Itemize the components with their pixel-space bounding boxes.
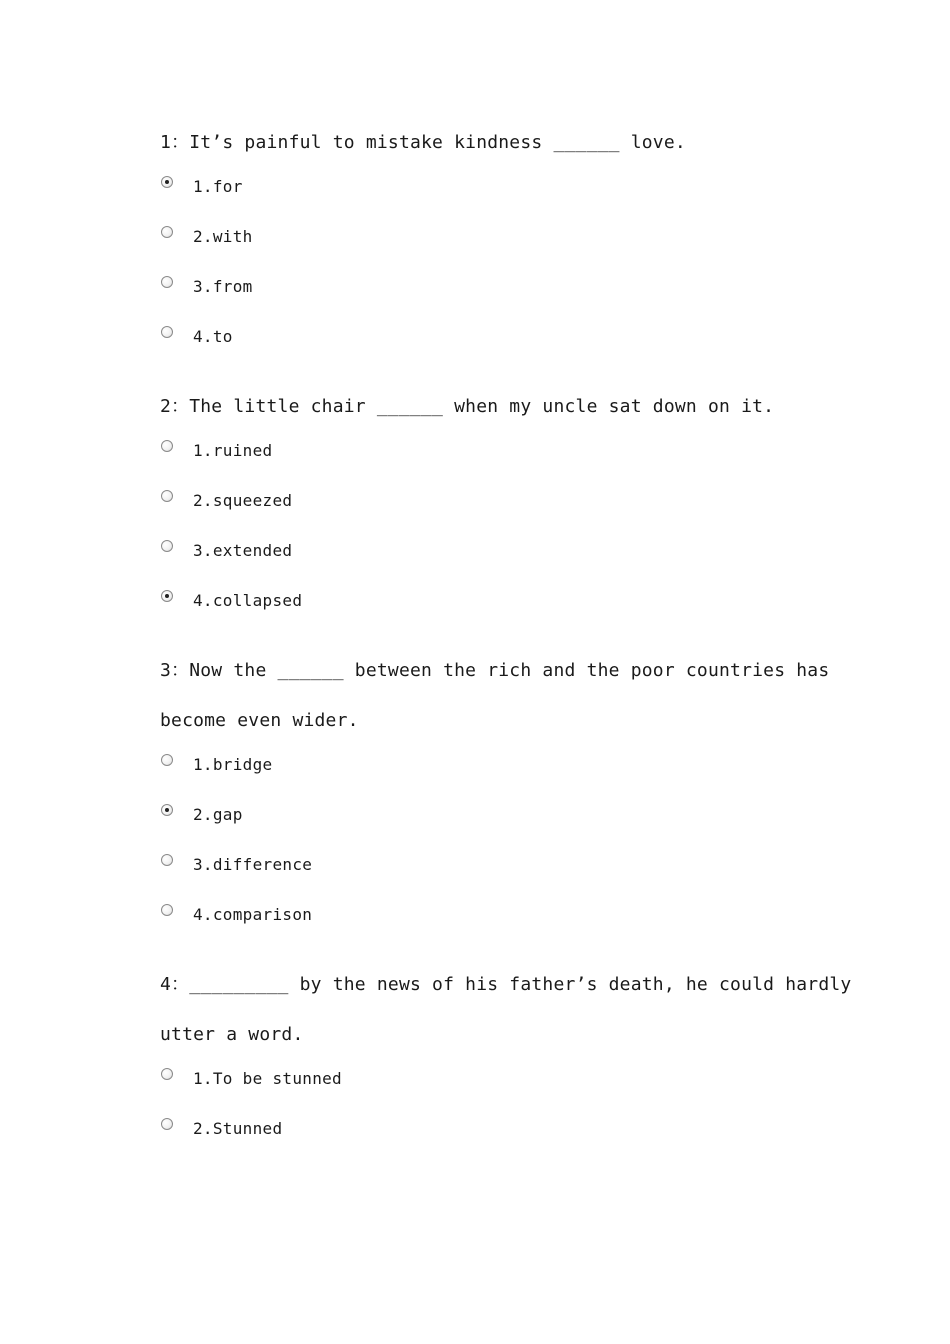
radio-button[interactable] [161, 1068, 173, 1080]
option-item[interactable] [160, 432, 860, 482]
option-label: 1.for [193, 177, 243, 196]
radio-button[interactable] [161, 326, 173, 338]
option-item[interactable] [160, 746, 860, 796]
option-label: 1.To be stunned [193, 1069, 342, 1088]
question-4 [160, 960, 863, 1160]
radio-button[interactable] [161, 854, 173, 866]
radio-button[interactable] [161, 226, 173, 238]
option-label: 4.to [193, 327, 233, 346]
question-text: 1：It’s painful to mistake kindness ______ love. [160, 132, 686, 153]
option-label: 1.bridge [193, 755, 273, 774]
question-text: 4：_________ by the news of his father’s death, he could hardly utter a word. [160, 974, 863, 1045]
question-2 [160, 382, 860, 632]
option-item[interactable] [160, 168, 860, 218]
option-item[interactable] [160, 268, 860, 318]
option-label: 3.extended [193, 541, 293, 560]
option-item[interactable] [160, 896, 860, 946]
option-label: 2.Stunned [193, 1119, 283, 1138]
radio-button[interactable] [161, 540, 173, 552]
option-item[interactable] [160, 582, 860, 632]
radio-button[interactable] [161, 276, 173, 288]
option-label: 2.gap [193, 805, 243, 824]
option-item[interactable] [160, 532, 860, 582]
radio-button[interactable] [161, 754, 173, 766]
question-text: 2：The little chair ______ when my uncle sat down on it. [160, 396, 775, 417]
question-3 [160, 646, 860, 946]
radio-button-checked[interactable] [161, 804, 173, 816]
option-label: 4.collapsed [193, 591, 303, 610]
option-label: 4.comparison [193, 905, 313, 924]
radio-button[interactable] [161, 440, 173, 452]
option-item[interactable] [160, 1110, 860, 1160]
option-item[interactable] [160, 846, 860, 896]
option-item[interactable] [160, 218, 860, 268]
radio-button-checked[interactable] [161, 590, 173, 602]
radio-button-checked[interactable] [161, 176, 173, 188]
option-label: 2.with [193, 227, 253, 246]
radio-button[interactable] [161, 490, 173, 502]
question-1 [160, 118, 860, 368]
option-label: 3.from [193, 277, 253, 296]
radio-button[interactable] [161, 904, 173, 916]
question-text: 3：Now the ______ between the rich and the poor countries has become even wider. [160, 660, 841, 731]
quiz-page [160, 118, 863, 1174]
option-label: 3.difference [193, 855, 313, 874]
option-label: 2.squeezed [193, 491, 293, 510]
option-item[interactable] [160, 1060, 860, 1110]
option-item[interactable] [160, 796, 860, 846]
option-item[interactable] [160, 318, 860, 368]
radio-button[interactable] [161, 1118, 173, 1130]
option-item[interactable] [160, 482, 860, 532]
option-label: 1.ruined [193, 441, 273, 460]
